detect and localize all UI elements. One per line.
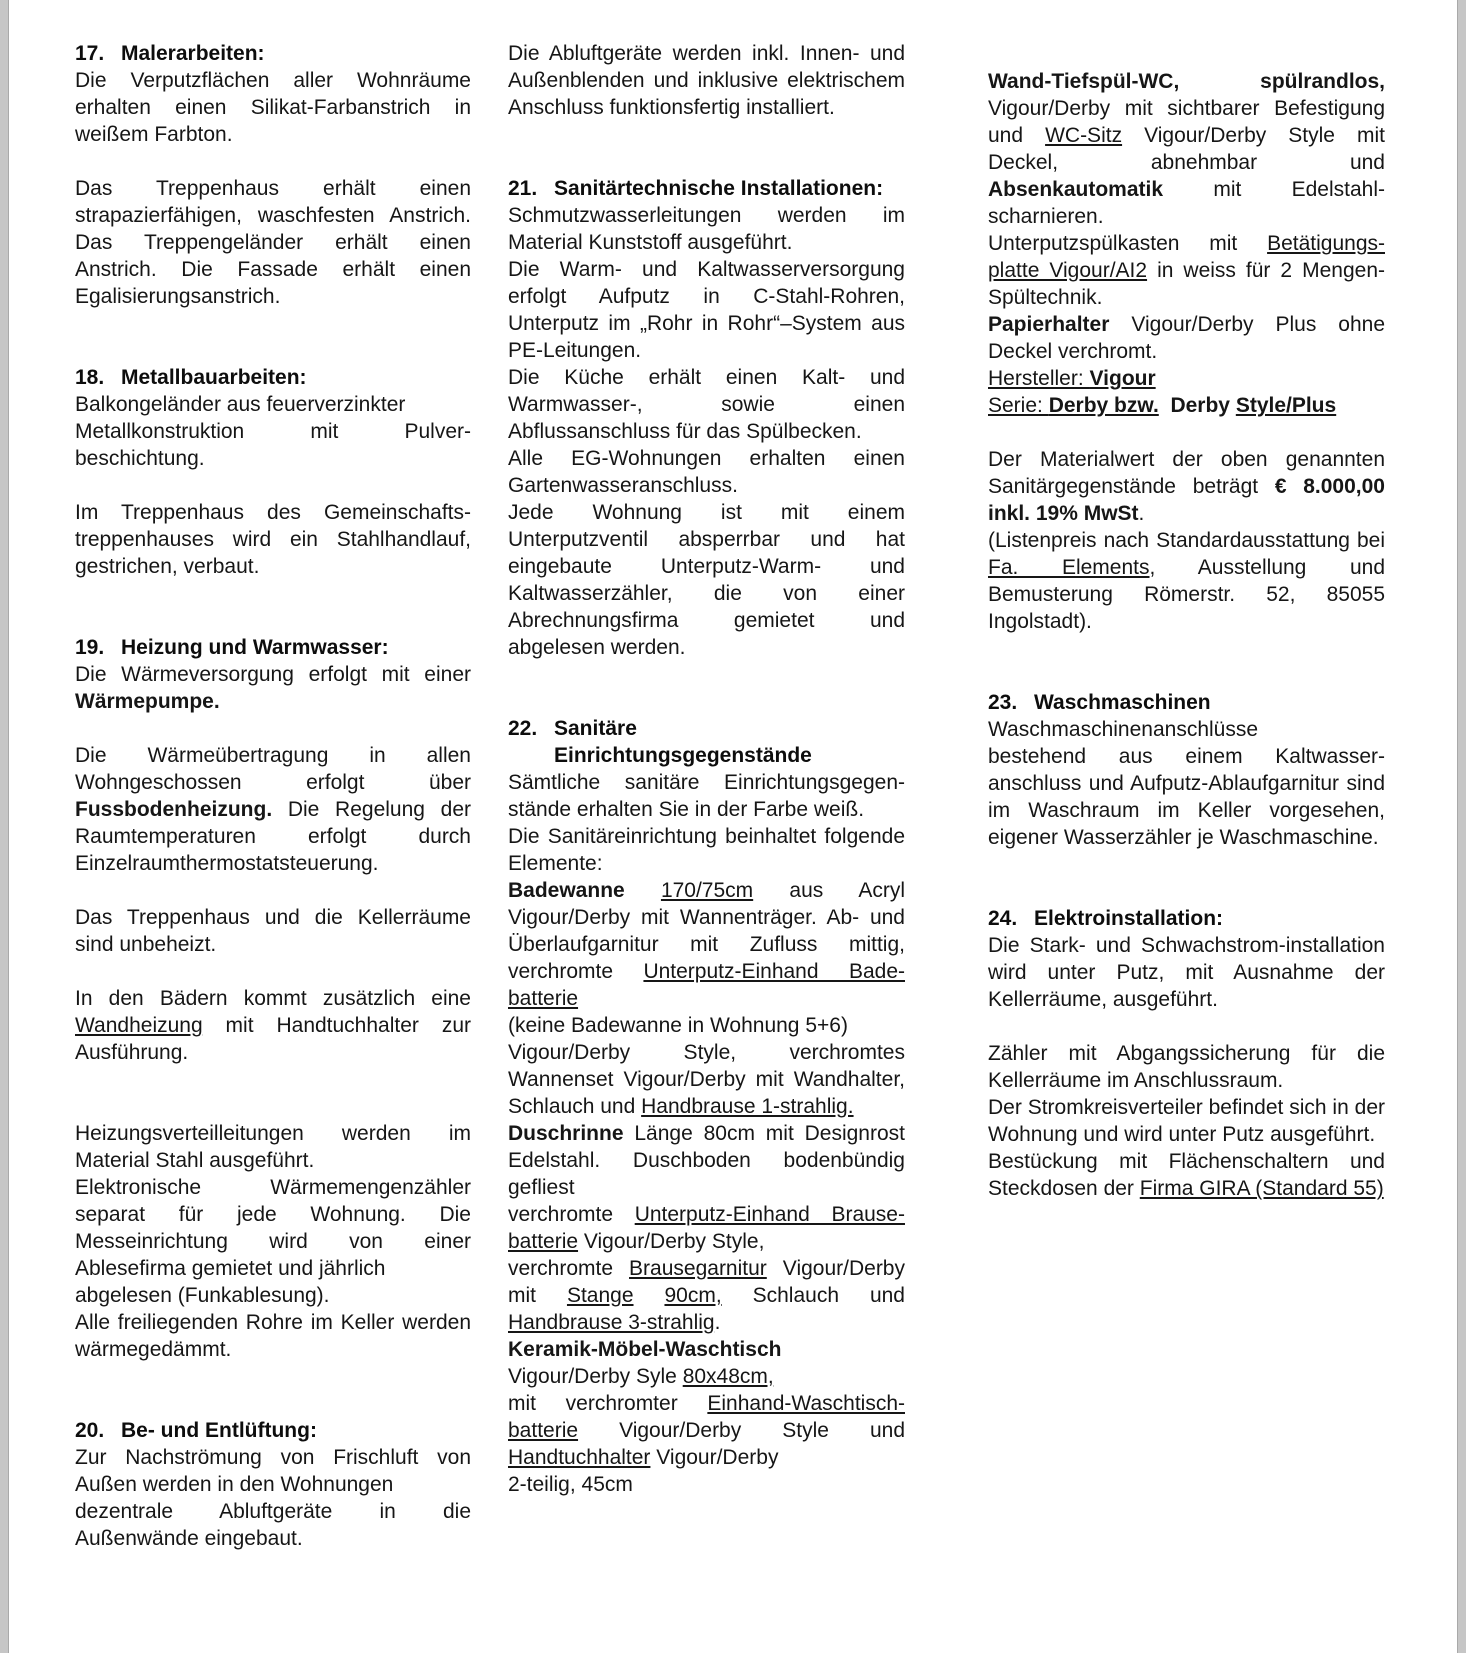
text-run: Vigour/Derby mit [508,1257,905,1307]
paragraph [75,1120,471,1363]
text-run: Länge 80cm mit Designrost Edelstahl. Duschboden bodenbündig gefliest verchromte [508,1122,905,1226]
page-edge-left [0,0,9,1653]
section-title: Waschmaschinen [1034,691,1211,714]
text-run [634,1284,665,1307]
paragraph [508,202,905,661]
text-run: Vigour/Derby Style, verchromte [508,1230,765,1280]
section-title: Heizung und Warmwasser: [121,636,389,659]
section-heading [75,1417,471,1444]
text-run: Vigour/Derby mit sichtbarer Befestigung und [988,97,1385,147]
paragraph [508,769,905,1498]
text-run: mit verchromter [508,1392,708,1415]
text-run: Vigour/Derby Style mit Deckel, abnehmbar und [988,124,1386,174]
paragraph [75,985,471,1066]
section-title: Be- und Entlüftung: [121,1419,317,1442]
text-run: Style/Plus [1235,394,1337,417]
section-number: 17. [75,42,105,65]
paragraph [75,904,471,958]
section-title: Elektroinstallation: [1034,907,1224,930]
paragraph [75,391,471,472]
text-run: 90cm, [664,1284,722,1307]
page-edge-right [1457,0,1466,1653]
spacer [75,715,471,742]
spacer [508,661,905,715]
section-heading [508,715,905,769]
section-number: 24. [988,907,1018,930]
spacer [75,1066,471,1120]
text-run: € 8.000,00 inkl. 19% MwSt [988,475,1385,525]
section-title: Sanitäre Einrichtungsgegenstände [554,717,812,767]
text-run: In den Bädern kommt zusätzlich eine [75,987,471,1010]
text-run: WC-Sitz [1045,124,1123,147]
text-run: Derby bzw. [1048,394,1159,417]
text-run [1159,394,1171,417]
text-run: Schlauch und [721,1284,905,1307]
text-run: Vigour/Derby 2-teilig, 45cm [508,1446,779,1496]
text-run: Balkongeländer aus feuerverzinkter Metallkonstruktion mit Pulver-beschichtung. [75,393,471,470]
text-run: Handbrause 3-strahlig [508,1311,715,1334]
section-number: 19. [75,636,105,659]
paragraph [508,40,905,121]
text-run: mit Edelstahl-scharnieren. Unterputzspülkasten mit [988,178,1385,255]
spacer [75,472,471,499]
text-run: Derby [1170,394,1236,417]
text-run: (keine Badewanne in Wohnung 5+6) Vigour/Derby Style, verchromtes Wannenset Vigour/Derby mit Wandhalter, Schlauch und [508,1014,905,1118]
paragraph [75,175,471,310]
text-run: Vigour/Derby Plus ohne Deckel verchromt. [988,313,1385,363]
column-1 [75,40,471,1552]
paragraph [988,1040,1385,1202]
spacer [988,635,1385,689]
text-run: Die Regelung der Raumtemperaturen erfolgt durch Einzelraumthermostatsteuerung. [75,798,471,875]
text-run: Serie: [988,394,1049,417]
section-number: 21. [508,177,538,200]
paragraph [988,932,1385,1013]
spacer [75,1363,471,1417]
spacer [75,877,471,904]
text-run: Hersteller: [988,367,1090,390]
section-heading [75,40,471,67]
text-run: Das Treppenhaus erhält einen strapazierfähigen, waschfesten Anstrich. Das Treppengeländer erhält einen Anstrich. Die Fassade erhält einen Egalisierungsanstrich. [75,177,471,308]
text-run: Einhand-Waschtisch-batterie [508,1392,905,1442]
paragraph [75,661,471,715]
paragraph [988,716,1385,851]
spacer [508,121,905,175]
text-run: Duschrinne [508,1122,624,1145]
column-2 [508,40,905,1498]
text-run: in weiss für 2 Mengen-Spültechnik. [988,259,1385,309]
section-heading [75,634,471,661]
section-number: 23. [988,691,1018,714]
text-run [625,879,661,902]
paragraph [75,499,471,580]
text-run: Der Materialwert der oben genannten Sanitärgegenstände beträgt [988,448,1385,498]
text-run: Vigour/Derby Syle [508,1365,683,1388]
section-heading [508,175,905,202]
spacer [75,580,471,634]
text-run: Handbrause 1-strahlig. [641,1095,854,1118]
column-3 [988,68,1385,1202]
text-run: Schmutzwasserleitungen werden im Material Kunststoff ausgeführt. Die Warm- und Kaltwasserversorgung erfolgt Aufputz in C-Stahl-Rohren, Unterputz im „Rohr in Rohr“–System aus PE-Leitungen. Die Küche erhält einen Kalt- und Warmwasser-, sowie einen Abflussanschluss für das Spülbecken. Alle EG-Wohnungen erhalten einen Gartenwasseranschluss. Jede Wohnung ist mit einem Unterputzventil absperrbar und hat eingebaute Unterputz-Warm- und Kaltwasserzähler, die von einer Abrechnungsfirma gemietet und abgelesen werden. [508,204,905,659]
text-run: Unterputz-Einhand Brause-batterie [508,1203,905,1253]
text-run: Keramik-Möbel-Waschtisch [508,1338,782,1361]
text-run: Waschmaschinenanschlüsse bestehend aus einem Kaltwasser-anschluss und Aufputz-Ablaufgarnitur sind im Waschraum im Keller vorgesehen, eigener Wasserzähler je Waschmaschine. [988,718,1385,849]
section-number: 22. [508,717,538,740]
text-run: Firma GIRA (Standard 55) [1139,1177,1384,1200]
section-heading [988,905,1385,932]
text-run: , Ausstellung und Bemusterung Römerstr. 52, 85055 Ingolstadt). [988,556,1386,633]
text-run: Fa. Elements [988,556,1150,579]
text-run: Wand-Tiefspül-WC, spülrandlos, [988,70,1385,93]
text-run: 80x48cm, [682,1365,774,1388]
text-run: Unterputz-Einhand Bade-batterie [508,960,905,1010]
paragraph [75,67,471,148]
text-run: Handtuchhalter [508,1446,651,1469]
text-run: Fussbodenheizung. [75,798,273,821]
text-run: 170/75cm [660,879,754,902]
text-run: . [714,1311,721,1334]
text-run: Die Wärmeübertragung in allen Wohngeschossen erfolgt über [75,744,471,794]
text-run: Die Wärmeversorgung erfolgt mit einer [75,663,471,686]
text-run: Vigour [1089,367,1156,390]
text-run: Brausegarnitur [629,1257,767,1280]
text-run: Betätigungs-platte Vigour/AI2 [988,232,1385,282]
text-run: Sämtliche sanitäre Einrichtungsgegen-stände erhalten Sie in der Farbe weiß. Die Sanitäreinrichtung beinhaltet folgende Elemente: [508,771,905,875]
section-number: 20. [75,1419,105,1442]
paragraph [988,446,1385,635]
text-run: Im Treppenhaus des Gemeinschafts-treppenhauses wird ein Stahlhandlauf, gestrichen, verbaut. [75,501,471,578]
text-run: Die Abluftgeräte werden inkl. Innen- und Außenblenden und inklusive elektrischem Anschluss funktionsfertig installiert. [508,42,905,119]
text-run: Wandheizung [75,1014,203,1037]
section-heading [75,364,471,391]
paragraph [988,68,1385,419]
spacer [988,419,1385,446]
text-run: Papierhalter [988,313,1110,336]
section-number: 18. [75,366,105,389]
paragraph [75,1444,471,1552]
text-run: Das Treppenhaus und die Kellerräume sind unbeheizt. [75,906,471,956]
text-run: Badewanne [508,879,625,902]
text-run: aus Acryl Vigour/Derby mit Wannenträger. Ab- und Überlaufgarnitur mit Zufluss mittig, verchromte [508,879,905,983]
text-run: Wärmepumpe. [75,690,220,713]
paragraph [75,742,471,877]
spacer [988,1013,1385,1040]
spacer [988,851,1385,905]
text-run: Absenkautomatik [988,178,1164,201]
text-run: Die Verputzflächen aller Wohnräume erhalten einen Silikat-Farbanstrich in weißem Farbton. [75,69,471,146]
text-run: Zur Nachströmung von Frischluft von Außen werden in den Wohnungen dezentrale Abluftgeräte in die Außenwände eingebaut. [75,1446,471,1550]
text-run: Stange [566,1284,634,1307]
text-run: . (Listenpreis nach Standardausstattung bei [988,502,1385,552]
spacer [75,148,471,175]
spacer [75,310,471,364]
text-run: Heizungsverteilleitungen werden im Material Stahl ausgeführt. Elektronische Wärmemengenzähler separat für jede Wohnung. Die Messeinrichtung wird von einer Ablesefirma gemietet und jährlich abgelesen (Funkablesung). Alle freiliegenden Rohre im Keller werden wärmegedämmt. [75,1122,471,1361]
section-title: Sanitärtechnische Installationen: [554,177,884,200]
text-run: Vigour/Derby Style und [578,1419,905,1442]
spacer [75,958,471,985]
section-title: Malerarbeiten: [121,42,265,65]
text-run: Die Stark- und Schwachstrom-installation wird unter Putz, mit Ausnahme der Kellerräume, ausgeführt. [988,934,1385,1011]
text-run: Zähler mit Abgangssicherung für die Kellerräume im Anschlussraum. Der Stromkreisverteiler befindet sich in der Wohnung und wird unter Putz ausgeführt. Bestückung mit Flächenschaltern und Steckdosen der [988,1042,1385,1200]
section-title: Metallbauarbeiten: [121,366,307,389]
text-run: mit Handtuchhalter zur Ausführung. [75,1014,471,1064]
section-heading [988,689,1385,716]
